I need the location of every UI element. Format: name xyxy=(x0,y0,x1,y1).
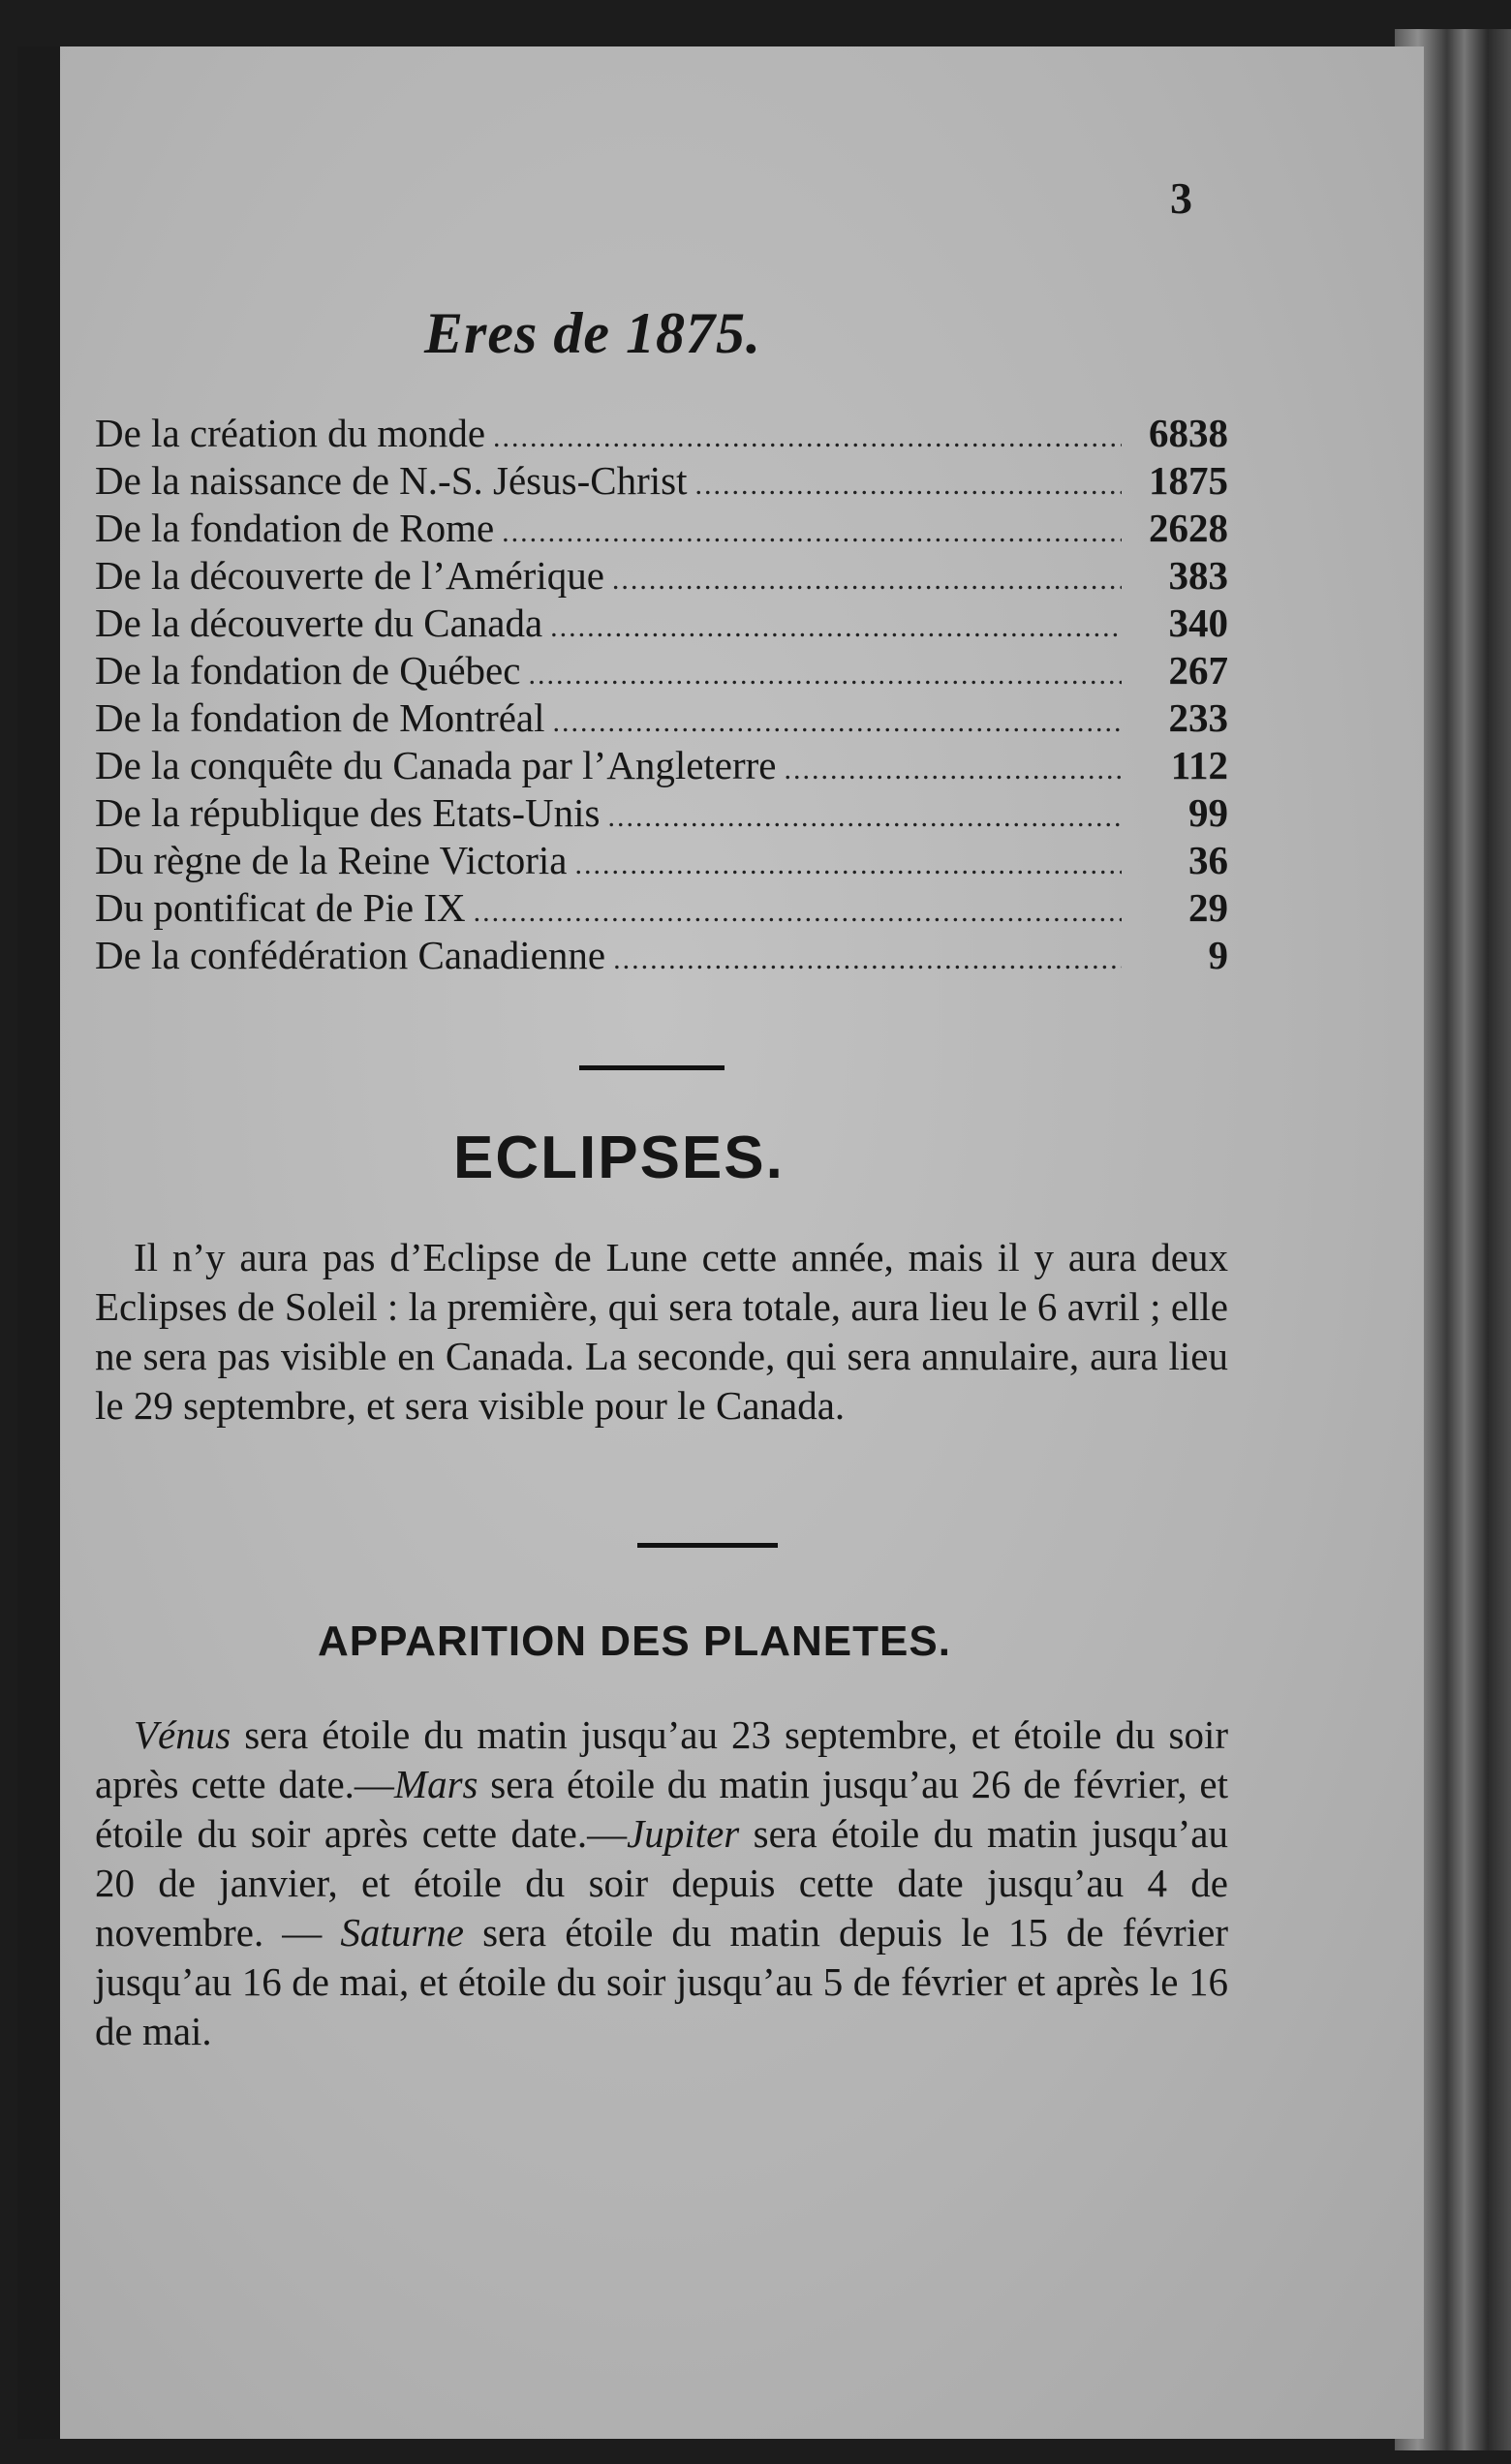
era-label: De la république des Etats-Unis xyxy=(95,790,601,835)
era-value: 383 xyxy=(1168,553,1228,598)
era-row xyxy=(95,505,1228,552)
era-label: De la conquête du Canada par l’Angleterre xyxy=(95,743,777,787)
era-label: De la découverte de l’Amérique xyxy=(95,553,604,598)
era-label: De la fondation de Québec xyxy=(95,648,521,693)
eres-title: Eres de 1875. xyxy=(424,301,761,365)
era-row xyxy=(95,410,1228,457)
era-row xyxy=(95,600,1228,647)
saturne-name: Saturne xyxy=(340,1910,464,1955)
dot-leader xyxy=(604,556,1122,603)
venus-text: sera étoile du matin jusqu’au 23 septembre, et étoile du soir après cette date.— xyxy=(95,1712,1228,1806)
page-number: 3 xyxy=(1170,173,1192,223)
era-row xyxy=(95,837,1228,884)
era-value: 2628 xyxy=(1149,506,1228,550)
era-label: De la fondation de Montréal xyxy=(95,695,545,740)
venus-name: Vénus xyxy=(134,1712,231,1757)
mars-text: sera étoile du matin jusqu’au 26 de février, et étoile du soir après cette date.— xyxy=(95,1762,1228,1856)
era-value: 267 xyxy=(1168,648,1228,693)
era-value: 340 xyxy=(1168,601,1228,645)
jupiter-text: sera étoile du matin jusqu’au 20 de janvier, et étoile du soir depuis cette date jusqu’au 4 de novembre. — xyxy=(95,1811,1228,1955)
era-value: 6838 xyxy=(1149,411,1228,455)
era-value: 1875 xyxy=(1149,458,1228,503)
book-page xyxy=(17,46,1424,2439)
dot-leader xyxy=(777,746,1122,793)
era-row xyxy=(95,647,1228,694)
era-row xyxy=(95,694,1228,742)
era-label: Du règne de la Reine Victoria xyxy=(95,838,568,882)
dot-leader xyxy=(466,888,1122,936)
eclipses-heading: ECLIPSES. xyxy=(453,1124,785,1191)
eclipses-paragraph xyxy=(95,1233,1228,1431)
dot-leader xyxy=(545,698,1122,746)
dot-leader xyxy=(687,461,1122,508)
era-value: 112 xyxy=(1170,743,1228,787)
dot-leader xyxy=(605,936,1122,983)
jupiter-name: Jupiter xyxy=(627,1811,740,1856)
era-row xyxy=(95,884,1228,932)
era-label: De la création du monde xyxy=(95,411,486,455)
era-label: De la fondation de Rome xyxy=(95,506,495,550)
planetes-paragraph xyxy=(95,1710,1228,2056)
era-row xyxy=(95,457,1228,505)
section-divider xyxy=(637,1543,778,1548)
era-label: Du pontificat de Pie IX xyxy=(95,885,466,930)
era-label: De la naissance de N.-S. Jésus-Christ xyxy=(95,458,688,503)
era-value: 9 xyxy=(1208,933,1228,977)
dot-leader xyxy=(520,651,1122,698)
dot-leader xyxy=(600,793,1122,841)
era-label: De la confédération Canadienne xyxy=(95,933,606,977)
era-row xyxy=(95,742,1228,789)
era-value: 29 xyxy=(1188,885,1228,930)
page-gutter-shadow xyxy=(17,46,60,2439)
eclipses-text: Il n’y aura pas d’Eclipse de Lune cette année, mais il y aura deux Eclipses de Soleil : la première, qui sera totale, aura lieu le 6 avril ; elle ne sera pas visible en Canada. La seconde, qui sera annulaire, aura lieu le 29 septembre, et sera visible pour le Canada. xyxy=(95,1235,1228,1428)
era-row xyxy=(95,932,1228,979)
dot-leader xyxy=(494,508,1122,556)
era-row xyxy=(95,789,1228,837)
era-label: De la découverte du Canada xyxy=(95,601,543,645)
saturne-text: sera étoile du matin depuis le 15 de février jusqu’au 16 de mai, et étoile du soir jusqu’au 5 de février et après le 16 de mai. xyxy=(95,1910,1228,2053)
planetes-heading: APPARITION DES PLANETES. xyxy=(318,1617,951,1665)
dot-leader xyxy=(485,414,1122,461)
section-divider xyxy=(579,1065,725,1070)
era-value: 99 xyxy=(1188,790,1228,835)
dot-leader xyxy=(567,841,1122,888)
dot-leader xyxy=(542,603,1122,651)
era-value: 36 xyxy=(1188,838,1228,882)
era-value: 233 xyxy=(1168,695,1228,740)
era-row xyxy=(95,552,1228,600)
mars-name: Mars xyxy=(393,1762,478,1806)
eras-table xyxy=(95,410,1228,979)
